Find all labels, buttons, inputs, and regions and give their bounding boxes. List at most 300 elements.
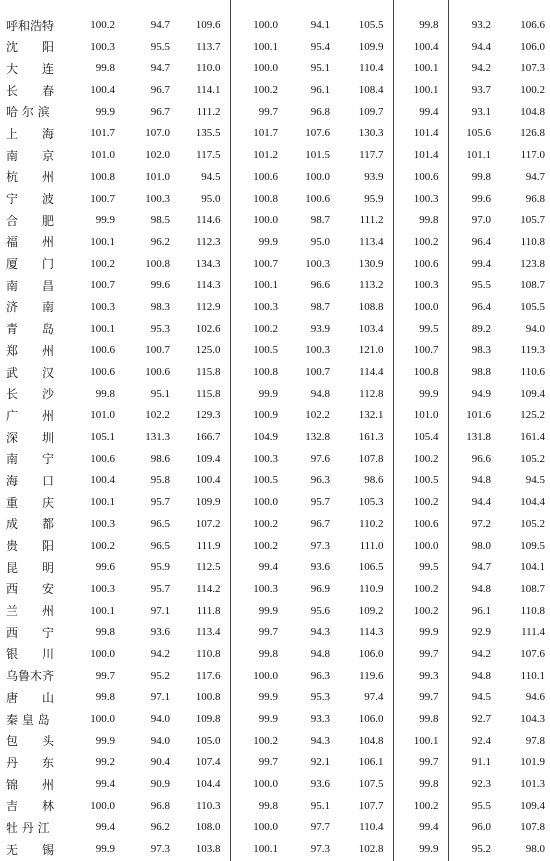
index-value: 95.5	[471, 799, 491, 812]
index-value: 111.4	[521, 626, 545, 639]
index-value: 98.7	[310, 214, 330, 227]
index-value: 99.3	[393, 665, 448, 687]
index-value: 94.6	[525, 691, 545, 704]
index-value: 100.0	[253, 62, 278, 75]
index-value: 100.7	[145, 344, 170, 357]
index-value: 94.7	[150, 19, 170, 32]
index-value: 99.5	[393, 318, 448, 340]
index-value: 96.1	[471, 604, 491, 617]
index-value: 101.4	[393, 145, 448, 167]
index-value: 99.6	[95, 561, 115, 574]
index-value: 97.3	[150, 843, 170, 856]
index-value: 99.7	[258, 105, 278, 118]
index-value: 110.0	[179, 58, 230, 80]
index-value: 93.3	[310, 713, 330, 726]
city-name: 南 京	[6, 148, 55, 163]
index-value: 100.3	[253, 582, 278, 595]
index-value: 99.2	[95, 756, 115, 769]
index-value: 99.8	[95, 62, 115, 75]
index-value: 110.8	[179, 644, 230, 666]
index-value: 104.1	[520, 561, 545, 574]
index-value: 112.3	[179, 232, 230, 254]
table-row	[0, 167, 550, 189]
index-value: 131.8	[466, 431, 491, 444]
index-value: 98.0	[471, 539, 491, 552]
index-value: 95.8	[150, 474, 170, 487]
index-value: 106.6	[520, 19, 545, 32]
index-value: 94.0	[150, 713, 170, 726]
index-value: 95.4	[310, 40, 330, 53]
table-row	[0, 15, 550, 37]
index-value: 100.6	[145, 366, 170, 379]
index-value: 119.6	[339, 665, 393, 687]
index-value: 108.0	[179, 817, 230, 839]
index-value: 95.5	[150, 40, 170, 53]
index-value: 98.3	[471, 344, 491, 357]
city-name: 锦 州	[6, 777, 55, 792]
index-value: 96.2	[150, 821, 170, 834]
index-value: 97.3	[310, 539, 330, 552]
index-value: 104.9	[253, 431, 278, 444]
index-value: 100.1	[253, 279, 278, 292]
index-value: 94.5	[525, 474, 545, 487]
index-value: 101.7	[90, 127, 115, 140]
index-value: 109.9	[339, 36, 393, 58]
index-value: 114.6	[179, 210, 230, 232]
index-value: 110.8	[520, 235, 545, 248]
index-value: 113.4	[179, 622, 230, 644]
index-value: 99.9	[393, 839, 448, 861]
index-value: 107.8	[520, 821, 545, 834]
index-value: 98.7	[310, 300, 330, 313]
index-value: 111.2	[179, 101, 230, 123]
table-row	[0, 318, 550, 340]
index-value: 99.9	[95, 734, 115, 747]
index-value: 100.4	[393, 36, 448, 58]
index-value: 100.0	[253, 496, 278, 509]
city-name: 包 头	[6, 734, 55, 749]
index-value: 95.9	[339, 188, 393, 210]
table-row	[0, 644, 550, 666]
index-value: 100.2	[253, 84, 278, 97]
city-name: 福 州	[6, 235, 55, 250]
table-row	[0, 730, 550, 752]
table-row	[0, 535, 550, 557]
index-value: 96.7	[150, 105, 170, 118]
table-row	[0, 275, 550, 297]
index-value: 96.8	[525, 192, 545, 205]
table-row	[0, 795, 550, 817]
index-value: 100.4	[179, 470, 230, 492]
index-value: 107.2	[179, 514, 230, 536]
table-row	[0, 600, 550, 622]
index-value: 100.3	[90, 40, 115, 53]
index-value: 117.6	[179, 665, 230, 687]
index-value: 94.2	[471, 62, 491, 75]
index-value: 109.4	[179, 448, 230, 470]
index-value: 99.8	[95, 387, 115, 400]
index-value: 95.9	[150, 561, 170, 574]
city-name: 长 沙	[6, 387, 55, 402]
index-value: 101.7	[253, 127, 278, 140]
index-value: 132.1	[339, 405, 393, 427]
index-value: 104.8	[339, 730, 393, 752]
index-value: 112.9	[179, 297, 230, 319]
index-value: 95.3	[150, 322, 170, 335]
index-value: 96.4	[471, 235, 491, 248]
index-value: 106.0	[339, 644, 393, 666]
index-value: 99.8	[471, 170, 491, 183]
index-value: 97.6	[310, 452, 330, 465]
index-value: 100.0	[393, 297, 448, 319]
index-value: 105.4	[393, 427, 448, 449]
index-value: 100.2	[393, 448, 448, 470]
index-value: 94.9	[471, 387, 491, 400]
index-value: 107.6	[520, 647, 545, 660]
index-value: 101.0	[90, 149, 115, 162]
index-value: 114.3	[339, 622, 393, 644]
index-value: 99.6	[150, 279, 170, 292]
city-name: 济 南	[6, 300, 55, 315]
table-row	[0, 188, 550, 210]
table-row	[0, 470, 550, 492]
index-value: 91.1	[471, 756, 491, 769]
index-value: 130.9	[339, 253, 393, 275]
table-row	[0, 665, 550, 687]
index-value: 101.0	[393, 405, 448, 427]
index-value: 92.7	[471, 713, 491, 726]
index-value: 100.3	[305, 257, 330, 270]
index-value: 100.7	[90, 192, 115, 205]
city-name	[0, 0, 74, 15]
index-value: 117.0	[520, 149, 545, 162]
index-value: 107.6	[305, 127, 330, 140]
city-name: 宁 波	[6, 192, 55, 207]
city-name: 呼和浩特	[6, 18, 55, 33]
index-value: 99.9	[95, 105, 115, 118]
index-value: 102.8	[339, 839, 393, 861]
index-value: 97.7	[310, 821, 330, 834]
index-value: 99.4	[393, 101, 448, 123]
index-value: 100.1	[90, 322, 115, 335]
city-name: 成 都	[6, 517, 55, 532]
index-value: 110.6	[520, 366, 545, 379]
index-value: 126.8	[520, 127, 545, 140]
index-value: 100.1	[393, 58, 448, 80]
index-value: 100.0	[305, 170, 330, 183]
index-value: 100.2	[90, 19, 115, 32]
index-value: 100.0	[253, 821, 278, 834]
index-value: 105.1	[90, 431, 115, 444]
index-value: 100.2	[393, 492, 448, 514]
index-value: 99.8	[258, 647, 278, 660]
index-value: 95.0	[179, 188, 230, 210]
index-value: 112.5	[179, 557, 230, 579]
index-value: 107.7	[339, 795, 393, 817]
index-value: 105.6	[466, 127, 491, 140]
index-value: 100.5	[253, 474, 278, 487]
index-value: 111.2	[339, 210, 393, 232]
index-value: 100.1	[393, 80, 448, 102]
index-value: 100.7	[305, 366, 330, 379]
city-name: 唐 山	[6, 690, 55, 705]
index-value: 106.5	[339, 557, 393, 579]
index-value: 99.8	[393, 210, 448, 232]
index-value: 125.2	[520, 409, 545, 422]
index-value	[448, 0, 500, 15]
index-value: 94.4	[471, 496, 491, 509]
index-value: 97.1	[150, 604, 170, 617]
index-value: 105.3	[339, 492, 393, 514]
index-value: 99.6	[471, 192, 491, 205]
index-value: 100.6	[253, 170, 278, 183]
index-value: 100.0	[393, 535, 448, 557]
index-value: 100.2	[90, 539, 115, 552]
index-value: 96.6	[310, 279, 330, 292]
city-name: 长 春	[6, 83, 55, 98]
index-value: 94.3	[310, 626, 330, 639]
index-value: 100.2	[393, 795, 448, 817]
index-value: 100.3	[393, 188, 448, 210]
index-value: 105.0	[179, 730, 230, 752]
index-value: 100.7	[393, 340, 448, 362]
index-value: 99.7	[393, 752, 448, 774]
index-value: 101.5	[305, 149, 330, 162]
index-value: 92.4	[471, 734, 491, 747]
index-value: 93.6	[150, 626, 170, 639]
index-value: 106.1	[339, 752, 393, 774]
index-value: 100.3	[90, 582, 115, 595]
index-value: 93.2	[471, 19, 491, 32]
index-value: 105.7	[520, 214, 545, 227]
table-row	[0, 232, 550, 254]
index-value: 96.3	[310, 474, 330, 487]
index-value: 131.3	[145, 431, 170, 444]
index-value: 99.8	[258, 799, 278, 812]
index-value: 95.1	[310, 799, 330, 812]
index-value: 100.5	[253, 344, 278, 357]
index-value: 110.8	[520, 604, 545, 617]
table-row	[0, 101, 550, 123]
city-name: 吉 林	[6, 799, 55, 814]
index-value: 115.8	[179, 362, 230, 384]
index-value: 99.9	[258, 387, 278, 400]
index-value: 97.0	[471, 214, 491, 227]
index-value: 110.1	[520, 669, 545, 682]
index-value: 99.8	[393, 774, 448, 796]
city-name: 丹 东	[6, 755, 55, 770]
index-value: 132.8	[305, 431, 330, 444]
index-value: 100.2	[393, 600, 448, 622]
table-row	[0, 145, 550, 167]
index-value: 95.7	[310, 496, 330, 509]
index-value: 100.6	[305, 192, 330, 205]
index-value: 95.2	[150, 669, 170, 682]
index-value: 100.8	[179, 687, 230, 709]
index-value: 94.7	[525, 170, 545, 183]
index-value: 100.8	[393, 362, 448, 384]
index-value: 99.4	[471, 257, 491, 270]
city-name: 沈 阳	[6, 40, 55, 55]
index-value: 93.1	[471, 105, 491, 118]
index-value: 89.2	[471, 322, 491, 335]
index-value: 93.6	[310, 561, 330, 574]
index-value: 104.3	[520, 713, 545, 726]
index-value: 109.5	[520, 539, 545, 552]
index-value: 109.6	[179, 15, 230, 37]
index-value: 92.9	[471, 626, 491, 639]
city-name: 南 昌	[6, 278, 55, 293]
index-value: 99.4	[95, 821, 115, 834]
index-value: 166.7	[179, 427, 230, 449]
index-value: 110.3	[179, 795, 230, 817]
index-value: 95.1	[150, 387, 170, 400]
index-value: 96.1	[310, 84, 330, 97]
index-value: 96.8	[150, 799, 170, 812]
index-value: 99.7	[258, 626, 278, 639]
index-value: 96.6	[471, 452, 491, 465]
index-value: 94.5	[471, 691, 491, 704]
index-value: 96.5	[150, 517, 170, 530]
index-value: 109.4	[520, 387, 545, 400]
index-value: 104.4	[179, 774, 230, 796]
index-value: 98.5	[150, 214, 170, 227]
index-value: 125.0	[179, 340, 230, 362]
index-value: 104.4	[520, 496, 545, 509]
index-value: 114.3	[179, 275, 230, 297]
index-value: 95.7	[150, 496, 170, 509]
index-value: 95.3	[310, 691, 330, 704]
index-value: 100.0	[253, 778, 278, 791]
index-value: 100.2	[90, 257, 115, 270]
index-value: 110.4	[339, 817, 393, 839]
index-value: 113.2	[339, 275, 393, 297]
table-row	[0, 579, 550, 601]
index-value: 94.8	[471, 582, 491, 595]
index-value: 96.7	[310, 517, 330, 530]
index-value: 100.9	[253, 409, 278, 422]
index-value: 98.3	[150, 300, 170, 313]
index-value: 94.8	[310, 647, 330, 660]
index-value: 100.3	[253, 452, 278, 465]
index-value: 119.3	[520, 344, 545, 357]
index-value	[500, 0, 550, 15]
city-name: 贵 阳	[6, 539, 55, 554]
index-value: 100.6	[90, 344, 115, 357]
index-value: 109.8	[179, 709, 230, 731]
index-value: 113.7	[179, 36, 230, 58]
index-value: 109.2	[339, 600, 393, 622]
index-value: 99.4	[95, 778, 115, 791]
index-value: 110.9	[339, 579, 393, 601]
index-value: 111.0	[339, 535, 393, 557]
table-row	[0, 383, 550, 405]
index-value: 94.7	[471, 561, 491, 574]
index-value: 113.4	[339, 232, 393, 254]
index-value: 108.7	[520, 582, 545, 595]
index-value: 123.8	[520, 257, 545, 270]
index-value: 100.0	[253, 19, 278, 32]
index-value: 94.4	[471, 40, 491, 53]
index-value: 100.3	[393, 275, 448, 297]
index-value: 95.6	[310, 604, 330, 617]
index-value: 99.5	[393, 557, 448, 579]
index-value: 99.4	[393, 817, 448, 839]
index-value: 100.0	[253, 214, 278, 227]
index-value	[339, 0, 393, 15]
index-value: 106.0	[520, 40, 545, 53]
index-value: 94.8	[471, 474, 491, 487]
index-value: 100.3	[90, 300, 115, 313]
index-value: 96.2	[150, 235, 170, 248]
index-value: 94.8	[471, 669, 491, 682]
index-value: 95.0	[310, 235, 330, 248]
city-name: 秦 皇 岛	[6, 712, 50, 727]
table-row	[0, 405, 550, 427]
table-row	[0, 448, 550, 470]
city-name: 广 州	[6, 408, 55, 423]
index-value: 100.1	[253, 843, 278, 856]
index-value: 100.0	[90, 799, 115, 812]
index-value: 117.7	[339, 145, 393, 167]
city-name: 无 锡	[6, 842, 55, 857]
index-value: 111.8	[179, 600, 230, 622]
index-value: 94.3	[310, 734, 330, 747]
index-value: 100.6	[393, 167, 448, 189]
index-value: 107.5	[339, 774, 393, 796]
index-value: 108.7	[520, 279, 545, 292]
index-value: 100.1	[253, 40, 278, 53]
table-row	[0, 709, 550, 731]
index-value: 92.3	[471, 778, 491, 791]
city-name: 厦 门	[6, 257, 55, 272]
index-value: 99.9	[258, 691, 278, 704]
index-value: 105.2	[520, 452, 545, 465]
index-value: 100.7	[253, 257, 278, 270]
index-value: 98.0	[525, 843, 545, 856]
index-value: 94.8	[310, 387, 330, 400]
index-value: 95.2	[471, 843, 491, 856]
index-value: 100.2	[253, 517, 278, 530]
index-value: 100.6	[393, 514, 448, 536]
index-value	[124, 0, 179, 15]
index-value: 100.4	[90, 84, 115, 97]
index-value: 110.2	[339, 514, 393, 536]
index-value: 100.2	[253, 322, 278, 335]
index-value: 99.9	[258, 604, 278, 617]
index-value: 100.6	[90, 366, 115, 379]
city-name: 大 连	[6, 61, 55, 76]
index-value: 99.7	[393, 644, 448, 666]
city-name: 西 宁	[6, 625, 55, 640]
index-value: 108.4	[339, 80, 393, 102]
table-row	[0, 817, 550, 839]
index-value: 100.1	[90, 235, 115, 248]
index-value: 101.0	[145, 170, 170, 183]
index-value: 97.1	[150, 691, 170, 704]
index-value: 105.5	[339, 15, 393, 37]
index-value: 129.3	[179, 405, 230, 427]
index-value: 101.2	[253, 149, 278, 162]
index-value: 100.3	[305, 344, 330, 357]
index-value: 100.0	[90, 713, 115, 726]
table-row	[0, 557, 550, 579]
index-value: 95.5	[471, 279, 491, 292]
index-value: 100.0	[253, 669, 278, 682]
index-value: 99.7	[95, 669, 115, 682]
index-value: 99.8	[95, 691, 115, 704]
city-name: 青 岛	[6, 322, 55, 337]
